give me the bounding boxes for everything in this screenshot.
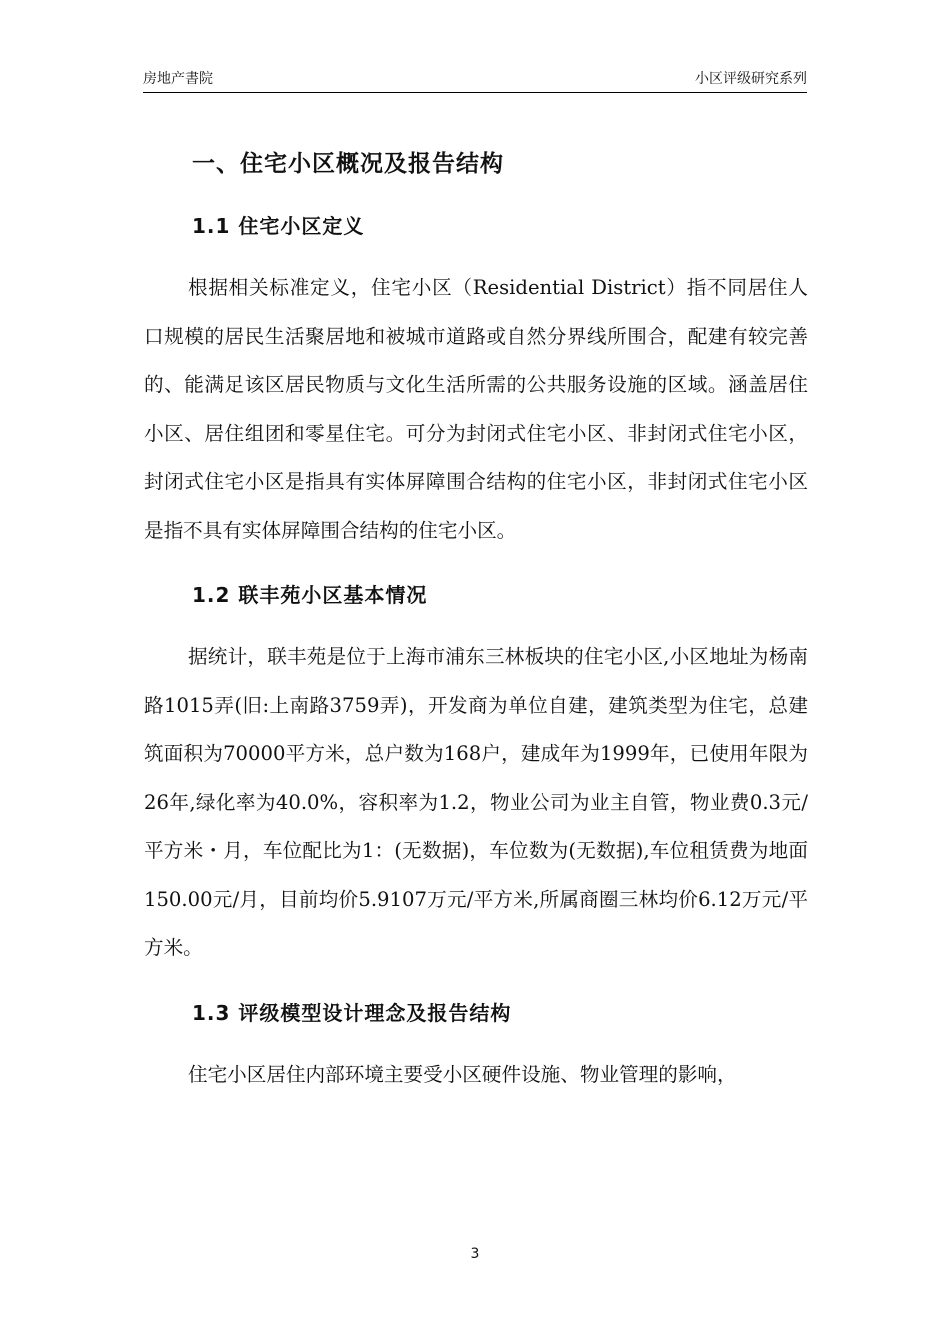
section-1-2-paragraph: 据统计，联丰苑是位于上海市浦东三林板块的住宅小区,小区地址为杨南路1015弄(旧:上南路3759弄)，开发商为单位自建，建筑类型为住宅，总建筑面积为70000平方米，总户数为168户，建成年为1999年，已使用年限为26年,绿化率为40.0%，容积率为1.2，物业公司为业主自管，物业费0.3元/平方米・月，车位配比为1：(无数据)，车位数为(无数据),车位租赁费为地面150.00元/月，目前均价5.9107万元/平方米,所属商圈三林均价6.12万元/平方米。 (144, 645, 808, 959)
chapter-title: 一、住宅小区概况及报告结构 (192, 151, 504, 177)
section-title-1-1: 1.1 住宅小区定义 (192, 214, 365, 238)
section-title-1-3: 1.3 评级模型设计理念及报告结构 (192, 1000, 512, 1025)
header-publisher: 房地产書院 (143, 71, 213, 87)
section-1-3-paragraph: 住宅小区居住内部环境主要受小区硬件设施、物业管理的影响， (188, 1062, 737, 1086)
page-number: 3 (470, 1246, 480, 1262)
document-body (144, 140, 808, 1099)
header-series-title: 小区评级研究系列 (695, 71, 807, 87)
page-header (143, 66, 807, 93)
section-title-1-2: 1.2 联丰苑小区基本情况 (192, 583, 428, 607)
section-1-1-paragraph: 根据相关标准定义，住宅小区（Residential District）指不同居住人口规模的居民生活聚居地和被城市道路或自然分界线所围合，配建有较完善的、能满足该区居民物质与文化生活所需的公共服务设施的区域。涵盖居住小区、居住组团和零星住宅。可分为封闭式住宅小区、非封闭式住宅小区，封闭式住宅小区是指具有实体屏障围合结构的住宅小区，非封闭式住宅小区是指不具有实体屏障围合结构的住宅小区。 (144, 276, 808, 542)
